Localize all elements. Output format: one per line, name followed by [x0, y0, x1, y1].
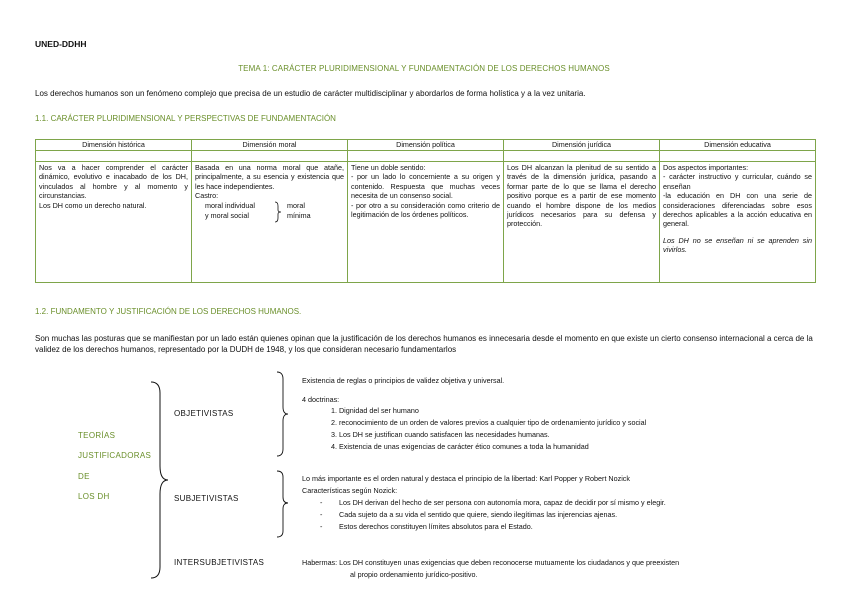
- root-label-4: LOS DH: [78, 492, 110, 501]
- table-header-row: [36, 140, 816, 151]
- bullet-dash-1: -: [320, 498, 323, 507]
- section-2-heading: 1.2. FUNDAMENTO Y JUSTIFICACIÓN DE LOS DERECHOS HUMANOS.: [35, 307, 302, 316]
- section-1-heading: 1.1. CARÁCTER PLURIDIMENSIONAL Y PERSPECTIVAS DE FUNDAMENTACIÓN: [35, 114, 336, 123]
- doctrine-3: 3. Los DH se justifican cuando satisfacen las necesidades humanas.: [331, 430, 550, 439]
- category-intersubjetivistas: INTERSUBJETIVISTAS: [174, 558, 265, 567]
- table-spacer-row: [36, 151, 816, 162]
- historica-natural: Los DH como un derecho natural.: [39, 200, 147, 210]
- header-historica: Dimensión histórica: [36, 140, 192, 151]
- nozick-item-1: Los DH derivan del hecho de ser persona con autonomía mora, capaz de decidir por sí mismo y elegir.: [339, 498, 666, 507]
- nozick-item-2: Cada sujeto da a su vida el sentido que quiere, siendo ilegítimas las injerencias ajenas.: [339, 510, 618, 519]
- moral-individual: moral individual: [205, 200, 255, 210]
- header-politica: Dimensión política: [348, 140, 504, 151]
- historica-text: Nos va a hacer comprender el carácter dinámico, evolutivo e inacabado de los DH, vinculados al hombre y al momento y circunstancias.: [39, 163, 188, 201]
- header-juridica: Dimensión jurídica: [504, 140, 660, 151]
- politica-legitimacion: - por otro a su consideración como criterio de legitimación de los órdenes políticos.: [351, 200, 500, 220]
- bullet-dash-2: -: [320, 510, 323, 519]
- moral-castro: Castro:: [195, 191, 219, 201]
- moral-text: Basada en una norma moral que atañe, principalmente, a su esencia y existencia que les hace independientes.: [195, 163, 344, 191]
- table-content-row: [36, 162, 816, 283]
- category-objetivistas: OBJETIVISTAS: [174, 409, 234, 418]
- subjetivistas-line-2: Características según Nozick:: [302, 486, 398, 495]
- cell-juridica: [504, 162, 660, 283]
- moral-castro-group: [195, 201, 344, 223]
- moral-brace: [274, 202, 282, 222]
- section-2-paragraph: Son muchas las posturas que se manifiestan por un lado están quienes opinan que la justificación de los derechos humanos es innecesaria desde el momento en que existe un cierto consenso internacional a cerca de la validez de los derechos humanos, representado por la DUDH de 1948, y los que consideran necesario fundamentarlos: [35, 334, 813, 354]
- politica-origen: - por un lado lo concerniente a su origen y contenido. Respuesta que muchas veces necesita de un consenso social.: [351, 172, 500, 201]
- subjetivistas-line-1: Lo más importante es el orden natural y destaca el principio de la libertad: Karl Popper y Robert Nozick: [302, 474, 630, 483]
- educativa-instructivo: - carácter instructivo y curricular, cuándo se enseñan: [663, 172, 812, 191]
- page-title: TEMA 1: CARÁCTER PLURIDIMENSIONAL Y FUNDAMENTACIÓN DE LOS DERECHOS HUMANOS: [238, 64, 610, 73]
- header-educativa: Dimensión educativa: [660, 140, 816, 151]
- educativa-consideraciones: -la educación en DH con una serie de consideraciones diferenciadas sobre esos derechos aplicables a la acción educativa en general.: [663, 191, 812, 229]
- doctrine-4: 4. Existencia de unas exigencias de carácter ético comunes a toda la humanidad: [331, 442, 589, 451]
- intro-paragraph: Los derechos humanos son un fenómeno complejo que precisa de un estudio de carácter multidisciplinar y abordarlos de forma holística y a la vez unitaria.: [35, 89, 586, 98]
- educativa-note: Los DH no se enseñan ni se aprenden sin vivirlos.: [663, 235, 812, 255]
- main-brace: [150, 381, 170, 579]
- root-label-1: TEORÍAS: [78, 431, 116, 440]
- bullet-dash-3: -: [320, 522, 323, 531]
- root-label-2: JUSTIFICADORAS: [78, 451, 152, 460]
- dimensions-table: [35, 139, 816, 283]
- header-moral: Dimensión moral: [192, 140, 348, 151]
- moral-minima-1: moral: [287, 200, 305, 210]
- cell-politica: [348, 162, 504, 283]
- cell-historica: [36, 162, 192, 283]
- doctrine-2: 2. reconocimiento de un orden de valores previos a cualquier tipo de ordenamiento jurídico y social: [331, 418, 647, 427]
- doctrine-1: 1. Dignidad del ser humano: [331, 406, 419, 415]
- juridica-text: Los DH alcanzan la plenitud de su sentido a través de la dimensión jurídica, pasando a formar parte de lo que se llama el derecho positivo porque es a partir de ese momento cuando el hombre dispone de los medios jurídicos necesarios para su defensa y protección.: [507, 163, 656, 229]
- cell-moral: [192, 162, 348, 283]
- objetivistas-line-2: 4 doctrinas:: [302, 395, 340, 404]
- nozick-item-3: Estos derechos constituyen límites absolutos para el Estado.: [339, 522, 533, 531]
- subjetivistas-brace: [276, 470, 290, 538]
- moral-social: y moral social: [205, 210, 249, 220]
- moral-minima-2: mínima: [287, 210, 311, 220]
- objetivistas-line-1: Existencia de reglas o principios de validez objetiva y universal.: [302, 376, 505, 385]
- cell-educativa: [660, 162, 816, 283]
- category-subjetivistas: SUBJETIVISTAS: [174, 494, 239, 503]
- intersubjetivistas-line-2: al propio ordenamiento jurídico-positivo.: [350, 570, 478, 579]
- intersubjetivistas-line-1: Habermas: Los DH constituyen unas exigencias que deben reconocerse mutuamente los ciudadanos y que preexisten: [302, 558, 680, 567]
- objetivistas-brace: [276, 371, 290, 457]
- educativa-intro: Dos aspectos importantes:: [663, 163, 749, 172]
- root-label-3: DE: [78, 472, 90, 481]
- politica-intro: Tiene un doble sentido:: [351, 163, 426, 172]
- document-header: UNED-DDHH: [35, 39, 87, 49]
